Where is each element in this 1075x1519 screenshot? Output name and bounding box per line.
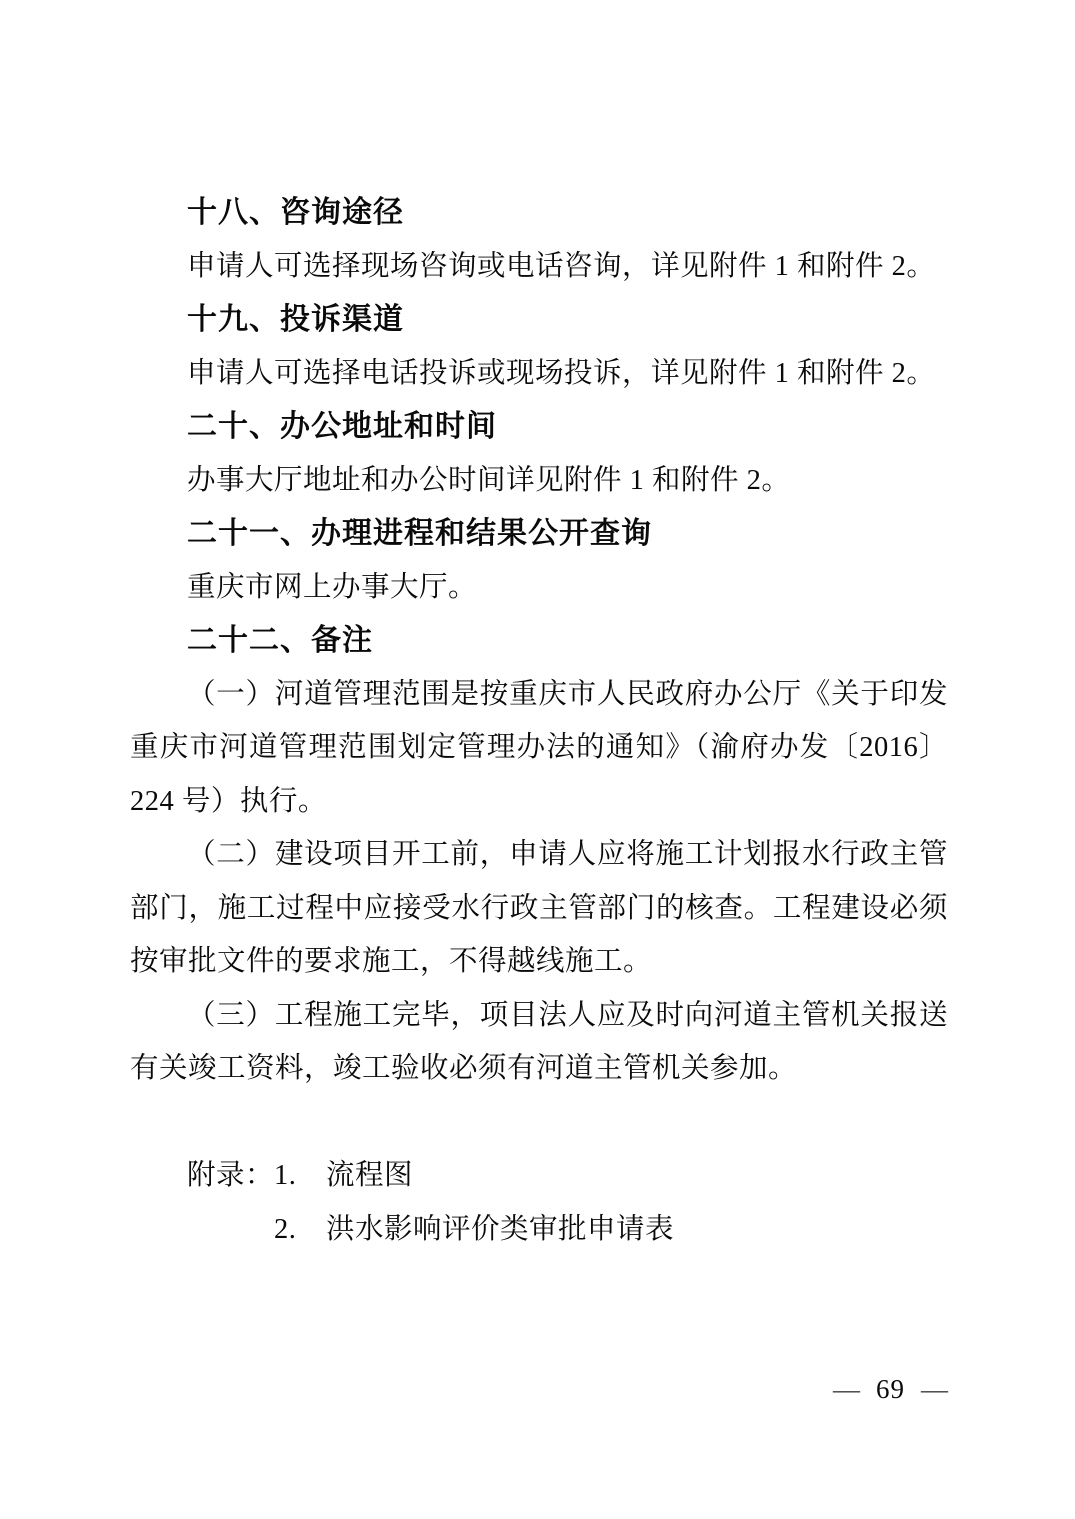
document-body — [130, 186, 948, 1256]
appendix-item-2-number: 2. — [274, 1213, 297, 1245]
paragraph-complaint-channels: 申请人可选择电话投诉或现场投诉，详见附件 1 和附件 2。 — [187, 357, 936, 389]
paragraph-online-hall: 重庆市网上办事大厅。 — [187, 571, 478, 603]
paragraph-note-2: （二）建设项目开工前，申请人应将施工计划报水行政主管部门，施工过程中应接受水行政主管部门的核查。工程建设必须按审批文件的要求施工，不得越线施工。 — [130, 839, 948, 977]
footer-left-dash: — — [833, 1374, 860, 1404]
section-heading-21: 二十一、办理进程和结果公开查询 — [187, 517, 652, 550]
appendix-item-1 — [274, 1149, 674, 1203]
footer-right-dash: — — [921, 1374, 948, 1404]
appendix-label: 附录： — [187, 1160, 275, 1191]
section-heading-19: 十九、投诉渠道 — [187, 303, 404, 336]
appendix-item-1-title: 流程图 — [326, 1160, 414, 1191]
page-footer — [833, 1363, 948, 1417]
paragraph-note-3: （三）工程施工完毕，项目法人应及时向河道主管机关报送有关竣工资料，竣工验收必须有河道主管机关参加。 — [130, 999, 948, 1084]
appendix-block — [130, 1149, 948, 1256]
paragraph-office-address: 办事大厅地址和办公时间详见附件 1 和附件 2。 — [187, 464, 791, 496]
paragraph-note-1: （一）河道管理范围是按重庆市人民政府办公厅《关于印发重庆市河道管理范围划定管理办法的通知》（渝府办发〔2016〕224 号）执行。 — [130, 678, 948, 817]
paragraph-consult-channels: 申请人可选择现场咨询或电话咨询，详见附件 1 和附件 2。 — [187, 250, 936, 282]
appendix-item-1-number: 1. — [274, 1160, 297, 1191]
section-heading-18: 十八、咨询途径 — [187, 196, 404, 229]
section-heading-22: 二十二、备注 — [187, 624, 373, 657]
page-number: 69 — [876, 1374, 905, 1404]
appendix-item-2-title: 洪水影响评价类审批申请表 — [326, 1213, 675, 1245]
appendix-item-2 — [274, 1203, 674, 1257]
section-heading-20: 二十、办公地址和时间 — [187, 410, 497, 443]
appendix-item-list — [274, 1149, 674, 1256]
